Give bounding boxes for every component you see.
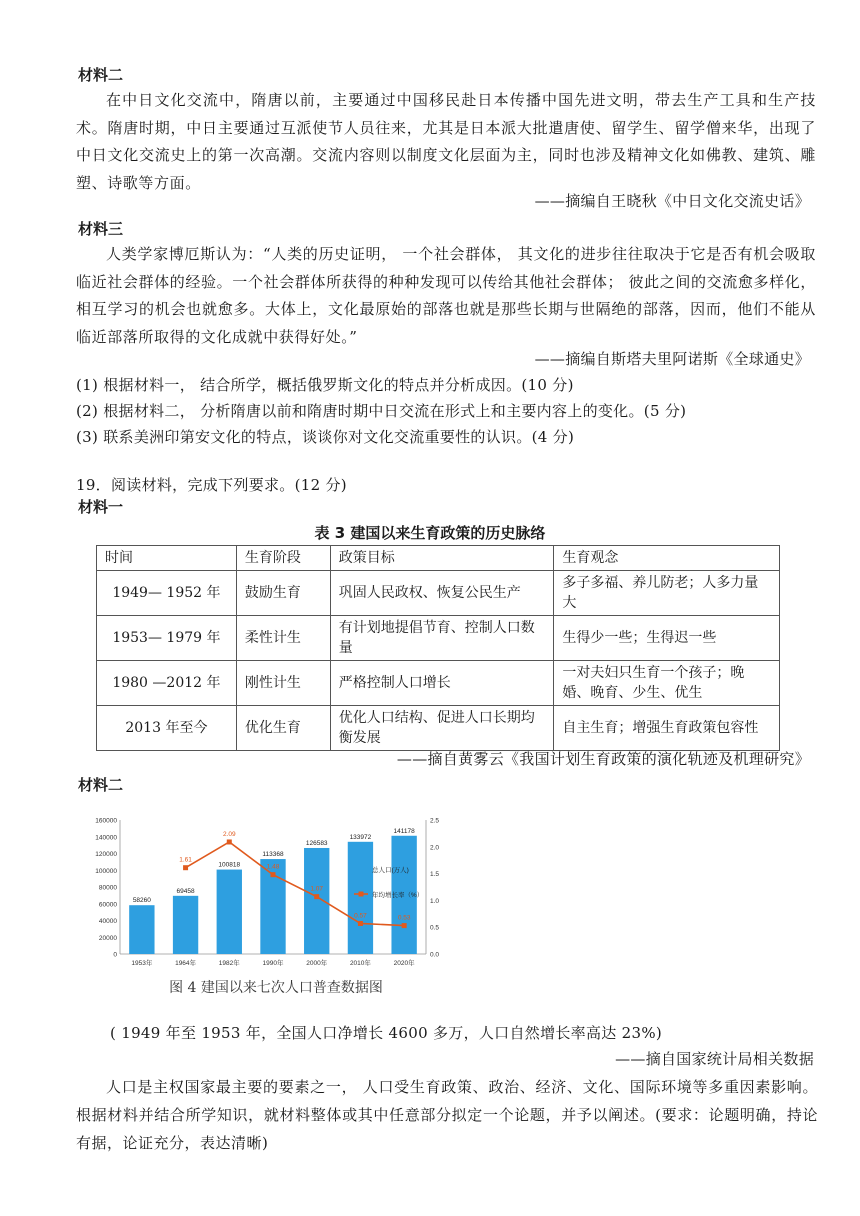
- population-bar: [217, 870, 242, 954]
- legend-line-label: 年均增长率（%）: [372, 892, 424, 899]
- bar-value-label: 126583: [305, 839, 328, 847]
- bar-value-label: 141178: [393, 827, 415, 835]
- legend-bar-swatch: [354, 866, 368, 872]
- growth-rate-label: 0.57: [354, 912, 367, 920]
- table-header-cell: 时间: [97, 546, 237, 571]
- left-tick-label: 0: [113, 951, 117, 959]
- population-bar: [129, 905, 154, 954]
- q19-material2-heading: 材料二: [78, 776, 124, 794]
- left-tick-label: 80000: [98, 884, 117, 892]
- x-tick-label: 2000年: [306, 960, 328, 967]
- legend-line-marker: [359, 892, 364, 897]
- legend-bar-label: 总人口(万人): [372, 867, 409, 874]
- left-tick-label: 60000: [98, 901, 117, 909]
- right-tick-label: 0.0: [430, 951, 440, 959]
- table-cell: 2013 年至今: [97, 706, 237, 751]
- bar-value-label: 69458: [176, 887, 195, 895]
- growth-rate-label: 0.53: [397, 914, 411, 922]
- x-tick-label: 2010年: [349, 960, 371, 967]
- growth-rate-point: [402, 923, 407, 928]
- left-tick-label: 20000: [98, 934, 117, 942]
- table-cell: 自主生育；增强生育政策包容性: [554, 706, 780, 751]
- question-3: (3) 联系美洲印第安文化的特点，谈谈你对文化交流重要性的认识。(4 分): [76, 428, 575, 446]
- bar-value-label: 100818: [218, 861, 241, 869]
- table-row: [97, 661, 780, 706]
- right-tick-label: 2.0: [430, 844, 440, 852]
- policy-table: [96, 545, 780, 751]
- left-tick-label: 120000: [95, 851, 117, 858]
- growth-rate-point: [358, 921, 363, 926]
- note-source: ——摘自国家统计局相关数据: [615, 1050, 814, 1068]
- population-bar: [348, 842, 373, 954]
- table-cell: 一对夫妇只生育一个孩子；晚婚、晚育、少生、优生: [554, 661, 780, 706]
- table-cell: 优化生育: [236, 706, 330, 751]
- table-row: [97, 616, 780, 661]
- figure-caption: 图 4 建国以来七次人口普查数据图: [169, 980, 383, 996]
- table-cell: 优化人口结构、促进人口长期均衡发展: [330, 706, 554, 751]
- table-header-cell: 生育观念: [554, 546, 780, 571]
- x-tick-label: 1964年: [175, 960, 197, 967]
- q19-material1-heading: 材料一: [78, 498, 124, 516]
- x-tick-label: 2020年: [393, 960, 415, 967]
- census-chart-svg: [86, 808, 466, 976]
- growth-rate-label: 1.61: [179, 856, 192, 864]
- table-cell: 多子多福、养儿防老；人多力量大: [554, 571, 780, 616]
- x-tick-label: 1990年: [262, 960, 284, 967]
- question-2: (2) 根据材料二， 分析隋唐以前和隋唐时期中日交流在形式上和主要内容上的变化。(5 分): [76, 402, 687, 420]
- table-cell: 鼓励生育: [236, 571, 330, 616]
- bar-value-label: 133972: [349, 833, 372, 841]
- x-tick-label: 1953年: [131, 960, 153, 967]
- growth-rate-label: 1.48: [266, 863, 280, 871]
- question-19-title: 19．阅读材料，完成下列要求。(12 分): [76, 476, 347, 494]
- growth-rate-point: [227, 839, 232, 844]
- growth-rate-point: [314, 894, 319, 899]
- population-bar: [173, 896, 198, 954]
- census-chart: [86, 808, 466, 976]
- table-row: [97, 571, 780, 616]
- material2-paragraph: 在中日文化交流中，隋唐以前，主要通过中国移民赴日本传播中国先进文明，带去生产工具和生产技术。隋唐时期，中日主要通过互派使节人员往来，尤其是日本派大批遣唐使、留学生、留学僧来华，出现了中日文化交流史上的第一次高潮。交流内容则以制度文化层面为主，同时也涉及精神文化如佛教、建筑、雕塑、诗歌等方面。: [76, 91, 816, 192]
- essay-prompt: 人口是主权国家最主要的要素之一， 人口受生育政策、政治、经济、文化、国际环境等多重因素影响。根据材料并结合所学知识，就材料整体或其中任意部分拟定一个论题，并予以阐述。(要求：论题明确，持论有据，论证充分，表达清晰): [76, 1078, 818, 1152]
- table-cell: 柔性计生: [236, 616, 330, 661]
- material3-heading: 材料三: [78, 220, 124, 238]
- table-cell: 生得少一些；生得迟一些: [554, 616, 780, 661]
- table-cell: 刚性计生: [236, 661, 330, 706]
- material2-source: ——摘编自王晓秋《中日文化交流史话》: [534, 192, 810, 210]
- growth-rate-label: 1.07: [310, 885, 324, 893]
- right-tick-label: 0.5: [430, 924, 440, 932]
- growth-rate-label: 2.09: [222, 830, 236, 838]
- material3-paragraph: 人类学家博厄斯认为：“人类的历史证明， 一个社会群体， 其文化的进步往往取决于它是否有机会吸取临近社会群体的经验。一个社会群体所获得的种种发现可以传给其他社会群体； 彼此之间的交流愈多样化，相互学习的机会也就愈多。大体上，文化最原始的部落也就是那些长期与世隔绝的部落，因而，他们不能从临近部落所取得的文化成就中获得好处。”: [76, 245, 816, 346]
- table-source: ——摘自黄雾云《我国计划生育政策的演化轨迹及机理研究》: [396, 750, 810, 768]
- x-tick-label: 1982年: [218, 960, 240, 967]
- growth-rate-point: [271, 872, 276, 877]
- table-cell: 1980 —2012 年: [97, 661, 237, 706]
- population-bar: [304, 848, 329, 954]
- table-row: [97, 706, 780, 751]
- population-note: ( 1949 年至 1953 年，全国人口净增长 4600 多万，人口自然增长率高达 23%): [110, 1024, 663, 1042]
- right-tick-label: 1.5: [430, 871, 440, 879]
- left-tick-label: 140000: [95, 834, 117, 842]
- left-tick-label: 40000: [98, 918, 117, 925]
- material2-heading: 材料二: [78, 66, 124, 84]
- table-cell: 严格控制人口增长: [330, 661, 554, 706]
- table-header-cell: 政策目标: [330, 546, 554, 571]
- bar-value-label: 113368: [262, 851, 284, 859]
- table-header-cell: 生育阶段: [236, 546, 330, 571]
- left-tick-label: 160000: [95, 817, 117, 825]
- table-cell: 1953— 1979 年: [97, 616, 237, 661]
- table-cell: 巩固人民政权、恢复公民生产: [330, 571, 554, 616]
- left-tick-label: 100000: [95, 867, 117, 875]
- question-1: (1) 根据材料一， 结合所学，概括俄罗斯文化的特点并分析成因。(10 分): [76, 376, 574, 394]
- right-tick-label: 1.0: [430, 897, 440, 905]
- table-caption: 表 3 建国以来生育政策的历史脉络: [314, 524, 546, 542]
- table-cell: 有计划地提倡节育、控制人口数量: [330, 616, 554, 661]
- bar-value-label: 58260: [132, 897, 151, 905]
- growth-rate-point: [183, 865, 188, 870]
- material3-source: ——摘编自斯塔夫里阿诺斯《全球通史》: [534, 350, 810, 368]
- table-header-row: [97, 546, 780, 571]
- right-tick-label: 2.5: [430, 817, 440, 825]
- table-cell: 1949— 1952 年: [97, 571, 237, 616]
